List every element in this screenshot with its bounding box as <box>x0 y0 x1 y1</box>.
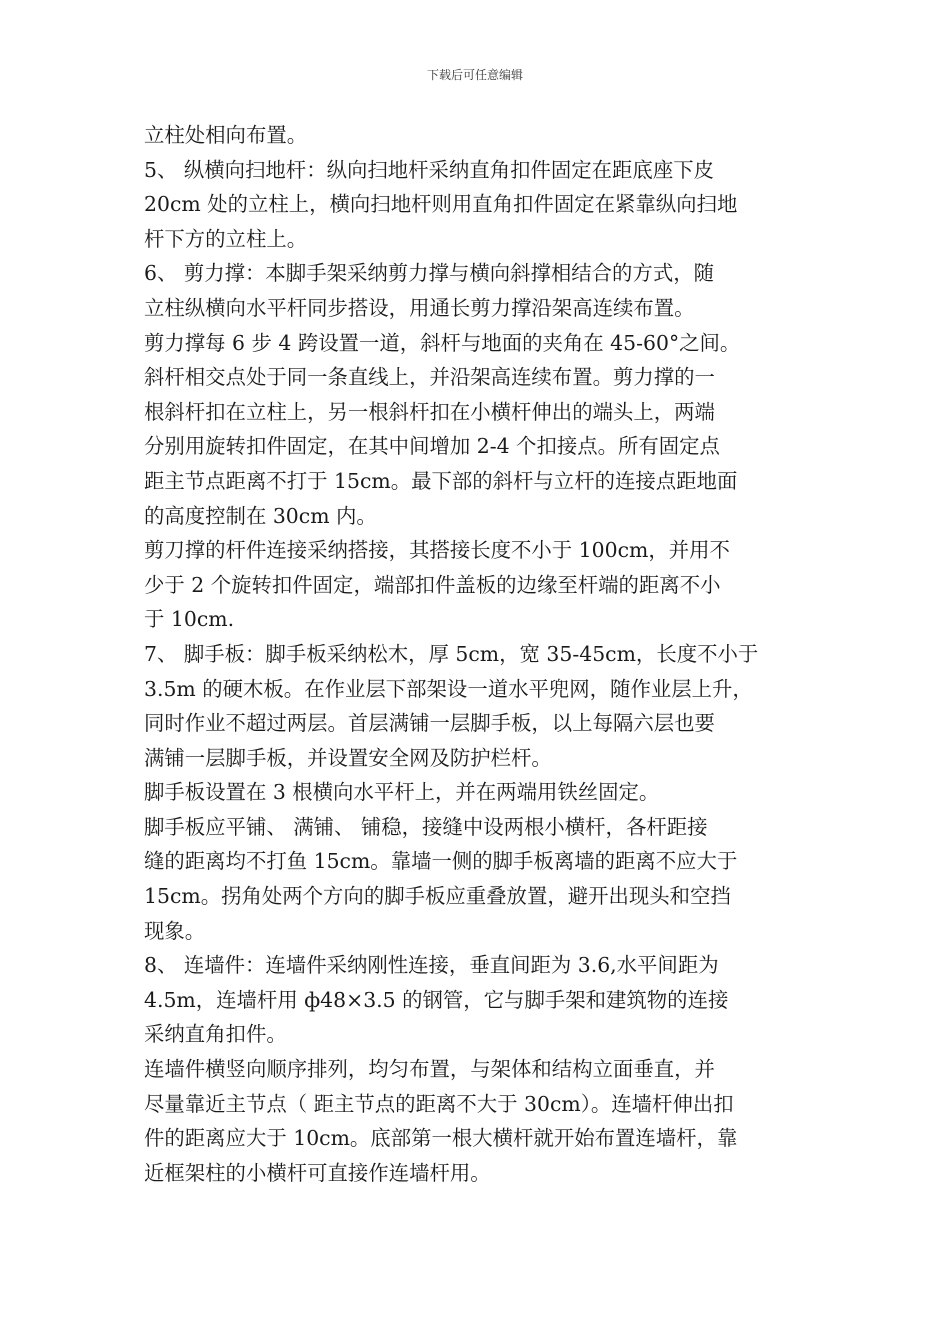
text-line: 于 10cm. <box>144 607 235 632</box>
text-line: 尽量靠近主节点（ 距主节点的距离不大于 30cm）。连墙杆伸出扣 <box>144 1091 734 1116</box>
text-line: 斜杆相交点处于同一条直线上，并沿架高连续布置。剪力撑的一 <box>144 365 715 390</box>
text-line: 脚手板应平铺、 满铺、 铺稳，接缝中设两根小横杆，各杆距接 <box>144 814 708 839</box>
text-line: 7、 脚手板：脚手板采纳松木，厚 5cm，宽 35-45cm，长度不小于 <box>144 641 759 666</box>
text-line: 的高度控制在 30cm 内。 <box>144 503 377 528</box>
text-line: 距主节点距离不打于 15cm。最下部的斜杆与立杆的连接点距地面 <box>144 468 738 493</box>
text-line: 剪力撑每 6 步 4 跨设置一道，斜杆与地面的夹角在 45-60°之间。 <box>144 330 741 355</box>
text-line: 立柱处相向布置。 <box>144 123 308 147</box>
text-line: 脚手板设置在 3 根横向水平杆上，并在两端用铁丝固定。 <box>144 780 660 805</box>
text-line: 采纳直角扣件。 <box>144 1022 287 1047</box>
text-line: 连墙件横竖向顺序排列，均匀布置，与架体和结构立面垂直，并 <box>144 1057 715 1082</box>
text-line: 近框架柱的小横杆可直接作连墙杆用。 <box>144 1160 491 1185</box>
body-text <box>144 118 812 1190</box>
text-line: 根斜杆扣在立柱上，另一根斜杆扣在小横杆伸出的端头上，两端 <box>144 399 715 424</box>
text-line: 15cm。拐角处两个方向的脚手板应重叠放置，避开出现头和空挡 <box>144 884 731 909</box>
text-line: 同时作业不超过两层。首层满铺一层脚手板，以上每隔六层也要 <box>144 711 715 736</box>
page-header: 下载后可任意编辑 <box>426 68 523 82</box>
text-line: 6、 剪力撑：本脚手架采纳剪力撑与横向斜撑相结合的方式，随 <box>144 261 714 286</box>
text-line: 剪刀撑的杆件连接采纳搭接，其搭接长度不小于 100cm，并用不 <box>144 538 730 563</box>
text-line: 3.5m 的硬木板。在作业层下部架设一道水平兜网，随作业层上升， <box>144 676 753 701</box>
text-line: 立柱纵横向水平杆同步搭设，用通长剪力撑沿架高连续布置。 <box>144 295 695 320</box>
text-line: 杆下方的立柱上。 <box>144 226 308 251</box>
text-line: 4.5m，连墙杆用 ф48×3.5 的钢管，它与脚手架和建筑物的连接 <box>144 987 729 1012</box>
text-line: 缝的距离均不打鱼 15cm。靠墙一侧的脚手板离墙的距离不应大于 <box>144 849 738 874</box>
text-line: 满铺一层脚手板，并设置安全网及防护栏杆。 <box>144 745 552 770</box>
text-line: 少于 2 个旋转扣件固定，端部扣件盖板的边缘至杆端的距离不小 <box>144 572 721 597</box>
text-line: 5、 纵横向扫地杆：纵向扫地杆采纳直角扣件固定在距底座下皮 <box>144 157 714 182</box>
text-line: 8、 连墙件：连墙件采纳刚性连接，垂直间距为 3.6,水平间距为 <box>144 953 719 978</box>
text-line: 件的距离应大于 10cm。底部第一根大横杆就开始布置连墙杆，靠 <box>144 1126 738 1151</box>
text-line: 现象。 <box>144 918 206 943</box>
text-line: 分别用旋转扣件固定，在其中间增加 2-4 个扣接点。所有固定点 <box>144 434 720 459</box>
text-line: 20cm 处的立柱上，横向扫地杆则用直角扣件固定在紧靠纵向扫地 <box>144 192 738 217</box>
